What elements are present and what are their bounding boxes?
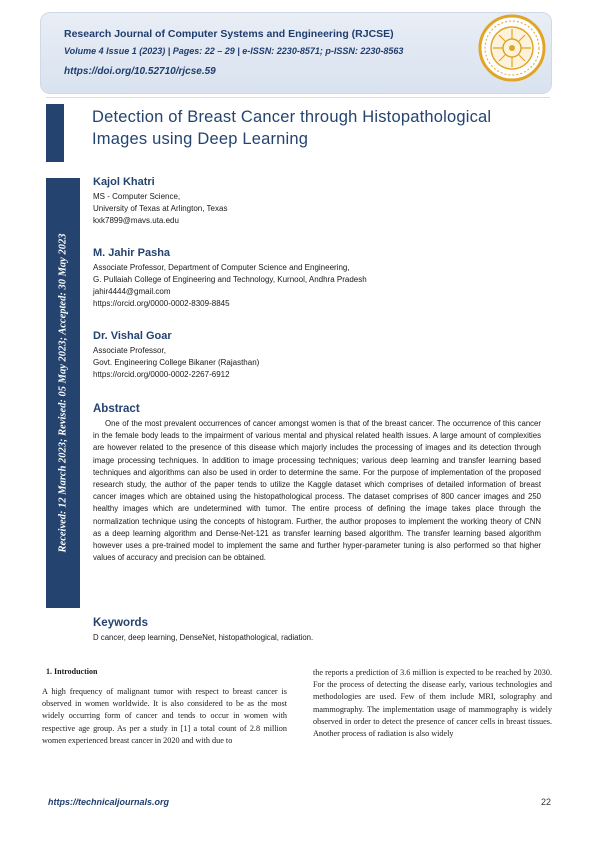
author-orcid[interactable]: https://orcid.org/0000-0002-2267-6912 — [93, 370, 230, 379]
journal-title: Research Journal of Computer Systems and Engineering (RJCSE) — [64, 28, 394, 40]
page-number: 22 — [541, 797, 552, 807]
author-affiliation: Associate Professor, Department of Computer Science and Engineering, — [93, 263, 350, 272]
author-affiliation: University of Texas at Arlington, Texas — [93, 204, 228, 213]
author-name: Dr. Vishal Goar — [93, 330, 172, 342]
keywords-heading: Keywords — [93, 617, 148, 629]
title-accent-bar — [46, 104, 64, 162]
author-block-2 — [93, 247, 553, 310]
body-column-right: the reports a prediction of 3.6 million is expected to be reached by 2030. For the process of detecting the disease early, various technologies and methodologies are used. Few of them include MRI, solography and mammography. The implementation usage of mammography is widely observed in order to detect the presence of cancer cells in breast tissues. Another process of radiation is also widely — [313, 668, 552, 739]
footer-website-link[interactable]: https://technicaljournals.org — [48, 797, 170, 807]
journal-meta: Volume 4 Issue 1 (2023) | Pages: 22 – 29 | e-ISSN: 2230-8571; p-ISSN: 2230-8563 — [64, 46, 404, 56]
journal-seal-logo — [478, 14, 546, 82]
author-block-3 — [93, 330, 553, 381]
journal-doi-link[interactable]: https://doi.org/10.52710/rjcse.59 — [64, 66, 216, 77]
author-block-1 — [93, 176, 553, 227]
author-email[interactable]: jahir4444@gmail.com — [93, 287, 171, 296]
author-name: M. Jahir Pasha — [93, 247, 171, 259]
author-affiliation: Govt. Engineering College Bikaner (Rajasthan) — [93, 358, 260, 367]
author-affiliation: MS - Computer Science, — [93, 192, 181, 201]
author-affiliation: G. Pullaiah College of Engineering and Technology, Kurnool, Andhra Pradesh — [93, 275, 367, 284]
author-affiliation: Associate Professor, — [93, 346, 166, 355]
keywords-text: D cancer, deep learning, DenseNet, histopathological, radiation. — [93, 633, 314, 642]
author-email[interactable]: kxk7899@mavs.uta.edu — [93, 216, 179, 225]
abstract-text: One of the most prevalent occurrences of cancer amongst women is that of the breast cancer. The occurrence of this cancer in the female body leads to the impairment of various mental and physical related health issues. A large amount of complexities are however related to the presence of this disease which majorly includes the processing of images and its detection through image processing techniques. In addition to image processing techniques; various deep learning and transfer learning based techniques and algorithms can also be used in order to determine the same. For the purpose of implementation of the proposed research study, the author of the paper tends to utilize the Kaggle dataset which comprises of detailed information of breast cancer images which are obtained using the histopathological process. The dataset comprises of 800 cancer images and 250 healthy images which are undetermined with tumor. The entire process of defining the image takes place through the normalization technique using the concepts of histogram. Further, the author proposes to implement the working theory of CNN as a deep learning algorithm and Dense-Net-121 as transfer learning based algorithm. The transfer learning based algorithm however uses a pre-trained model to implement the same and further hyper-parameter tuning is also performed so that higher values of accuracy and precision can be obtained. — [93, 419, 541, 563]
author-name: Kajol Khatri — [93, 176, 155, 188]
body-column-left: A high frequency of malignant tumor with respect to breast cancer is observed in women worldwide. It is also considered to be as the most widely occurring form of cancer and tends to occur in women with respective age group. As per a study in [1] a total count of 2.8 million women experienced breast cancer in 2020 and with due to — [42, 687, 287, 745]
abstract-heading: Abstract — [93, 403, 140, 415]
paper-history: Received: 12 March 2023; Revised: 05 May 2023; Accepted: 30 May 2023 — [57, 233, 69, 553]
author-orcid[interactable]: https://orcid.org/0000-0002-8309-8845 — [93, 299, 230, 308]
introduction-heading: 1. Introduction — [46, 667, 98, 676]
title-divider — [46, 97, 550, 98]
paper-title: Detection of Breast Cancer through Histopathological Images using Deep Learning — [92, 108, 492, 148]
